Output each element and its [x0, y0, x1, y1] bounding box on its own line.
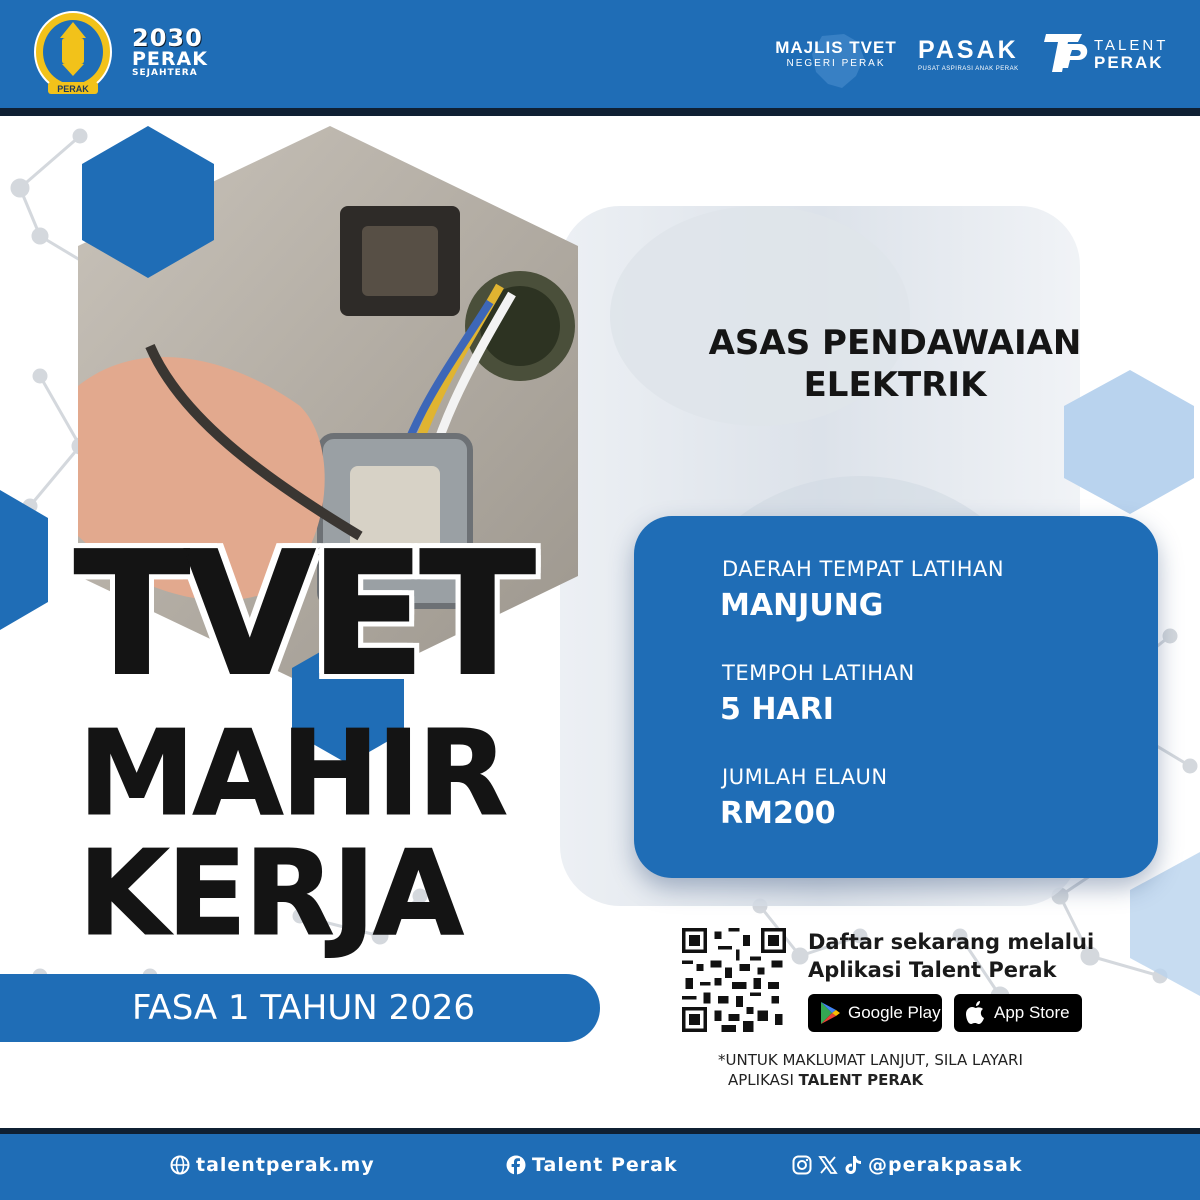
- course-info-card: [634, 516, 1158, 878]
- app-store-button[interactable]: [954, 994, 1082, 1032]
- district-label: DAERAH TEMPAT LATIHAN: [722, 557, 1005, 581]
- header-divider: [0, 108, 1200, 116]
- app-store-label: App Store: [994, 1003, 1070, 1022]
- majlis-tvet-logo: [772, 38, 900, 78]
- crest-label: PERAK: [57, 84, 89, 94]
- hexagon-blue-left: [0, 490, 48, 630]
- footer-social[interactable]: [792, 1154, 1023, 1176]
- phase-banner: [0, 974, 600, 1042]
- tiktok-icon: [844, 1155, 862, 1175]
- course-title-line2: ELEKTRIK: [803, 365, 987, 405]
- perak-crest-logo: [32, 8, 114, 100]
- majlis-line2: NEGERI PERAK: [786, 58, 886, 69]
- course-title-line1: ASAS PENDAWAIAN: [708, 323, 1082, 363]
- note-line1: *UNTUK MAKLUMAT LANJUT, SILA LAYARI: [718, 1051, 1023, 1069]
- perak-sejahtera-2030-logo: [132, 26, 222, 82]
- talent-perak-line2: PERAK: [1094, 53, 1164, 72]
- google-play-button[interactable]: [808, 994, 942, 1032]
- headline-mahir: MAHIR: [78, 704, 506, 842]
- globe-icon: [170, 1155, 190, 1175]
- headline-kerja: KERJA: [78, 824, 462, 962]
- logo-2030-year: 2030: [132, 24, 203, 52]
- pasak-logo: [918, 36, 1030, 80]
- register-cta: [808, 928, 1138, 984]
- majlis-line1: MAJLIS TVET: [775, 38, 897, 57]
- apple-icon: [964, 1001, 988, 1025]
- headline-tvet: TVET: [74, 516, 530, 714]
- header-bar: [0, 0, 1200, 108]
- register-line1: Daftar sekarang melalui: [808, 930, 1095, 954]
- logo-2030-line2: SEJAHTERA: [132, 68, 198, 78]
- footer-bar: [0, 1134, 1200, 1200]
- duration-label: TEMPOH LATIHAN: [722, 661, 915, 685]
- talent-perak-line1: TALENT: [1094, 37, 1169, 54]
- footer-facebook[interactable]: [506, 1154, 678, 1176]
- note-line2-bold: TALENT PERAK: [798, 1071, 924, 1089]
- logo-2030-line1: PERAK: [132, 48, 208, 70]
- x-twitter-icon: [818, 1155, 838, 1175]
- facebook-icon: [506, 1155, 526, 1175]
- footer-website-text: talentperak.my: [196, 1154, 375, 1176]
- register-line2: Aplikasi Talent Perak: [808, 958, 1057, 982]
- note-line2: [718, 1070, 1138, 1090]
- pasak-name: PASAK: [918, 36, 1019, 64]
- instagram-icon: [792, 1155, 812, 1175]
- duration-value: 5 HARI: [720, 692, 834, 727]
- hexagon-light-bottomright: [1130, 852, 1200, 996]
- talent-perak-wordmark: [1094, 38, 1184, 72]
- pasak-tagline: PUSAT ASPIRASI ANAK PERAK: [918, 66, 1019, 72]
- phase-text: FASA 1 TAHUN 2026: [132, 988, 476, 1028]
- talent-perak-tp-icon: [1042, 30, 1090, 76]
- district-value: MANJUNG: [720, 588, 884, 623]
- google-play-icon: [818, 1001, 842, 1025]
- google-play-label: Google Play: [848, 1003, 941, 1022]
- note-line2-prefix: APLIKASI: [728, 1071, 799, 1089]
- registration-qr-code[interactable]: [682, 928, 786, 1032]
- allowance-value: RM200: [720, 796, 836, 831]
- footer-social-handle: @perakpasak: [868, 1154, 1023, 1176]
- course-title: [640, 322, 1150, 406]
- allowance-label: JUMLAH ELAUN: [722, 765, 888, 789]
- footer-website[interactable]: [170, 1154, 375, 1176]
- footer-facebook-text: Talent Perak: [532, 1154, 678, 1176]
- info-note: [718, 1050, 1138, 1090]
